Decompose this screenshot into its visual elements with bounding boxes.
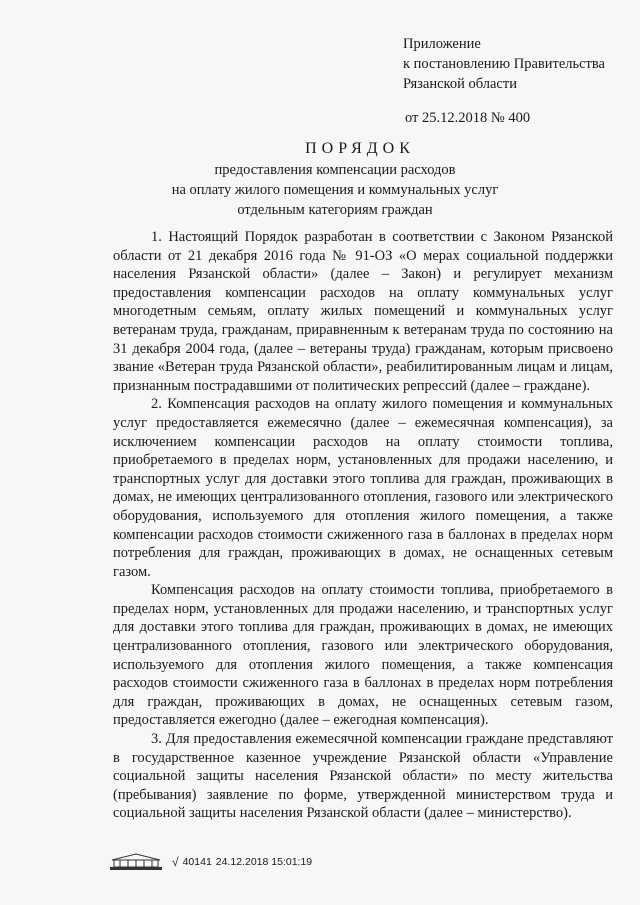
subtitle-line-3: отдельным категориям граждан [237,202,433,218]
appendix-line-3: Рязанской области [403,76,517,92]
appendix-line-1: Приложение [403,36,481,52]
registration-stamp [172,855,312,869]
paragraph-2: 2. Компенсация расходов на оплату жилого помещения и коммунальных услуг предоставляется ежемесячно (далее – ежемесячная компенсация), за исключением компенсации расходов на оплату стоимости топлива, приобретаемого в пределах норм, установленных для продажи населению, и транспортных услуг для доставки этого топлива для граждан, проживающих в домах, не имеющих централизованного отопления, газового или электрического оборудования, используемого для отопления жилого помещения, а также компенсации расходов стоимости сжиженного газа в баллонах в пределах норм потребления для граждан, проживающих в домах, не оснащенных сетевым газом. [113,396,613,580]
appendix-line-2: к постановлению Правительства [403,56,605,72]
paragraph-3: Компенсация расходов на оплату стоимости топлива, приобретаемого в пределах норм, установленных для продажи населению, и транспортных услуг для доставки этого топлива для граждан, проживающих в домах, не имеющих централизованного отопления, газового или электрического оборудования, используемого для отопления жилого помещения, а также компенсация расходов стоимости сжиженного газа в баллонах в пределах норм потребления для граждан, проживающих в домах, не оснащенных сетевым газом, предоставляется ежегодно (далее – ежегодная компенсация). [113,582,613,729]
document-body [113,228,613,823]
paragraph-4: 3. Для предоставления ежемесячной компенсации граждане представляют в государственное казенное учреждение Рязанской области «Управление социальной защиты населения Рязанской области» по месту жительства (пребывания) заявление по форме, утвержденной министерством труда и социальной защиты населения Рязанской области (далее – министерство). [113,731,613,822]
paragraph-1: 1. Настоящий Порядок разработан в соответствии с Законом Рязанской области от 21 декабря 2016 года № 91-ОЗ «О мерах социальной поддержки населения Рязанской области» (далее – Закон) и регулирует механизм предоставления компенсации расходов на оплату коммунальных услуг многодетным семьям, оплату жилых помещений и коммунальных услуг ветеранам труда, гражданам, приравненным к ветеранам труда по состоянию на 31 декабря 2004 года, (далее – ветераны труда) гражданам, которым присвоено звание «Ветеран труда Рязанской области», реабилитированным лицам и лицам, признанным пострадавшими от политических репрессий (далее – граждане). [113,229,613,394]
appendix-date: от 25.12.2018 № 400 [405,110,531,126]
document-title: ПОРЯДОК [305,140,415,157]
registration-footer [108,852,312,872]
subtitle-line-1: предоставления компенсации расходов [214,162,456,178]
subtitle-line-2: на оплату жилого помещения и коммунальных услуг [171,182,499,198]
registration-timestamp: 24.12.2018 15:01:19 [215,856,313,868]
registration-code: 40141 [182,856,212,868]
appendix-block [403,34,605,128]
government-building-logo [108,852,164,872]
document-subtitle [150,160,520,220]
check-mark-icon: √ [172,855,179,869]
